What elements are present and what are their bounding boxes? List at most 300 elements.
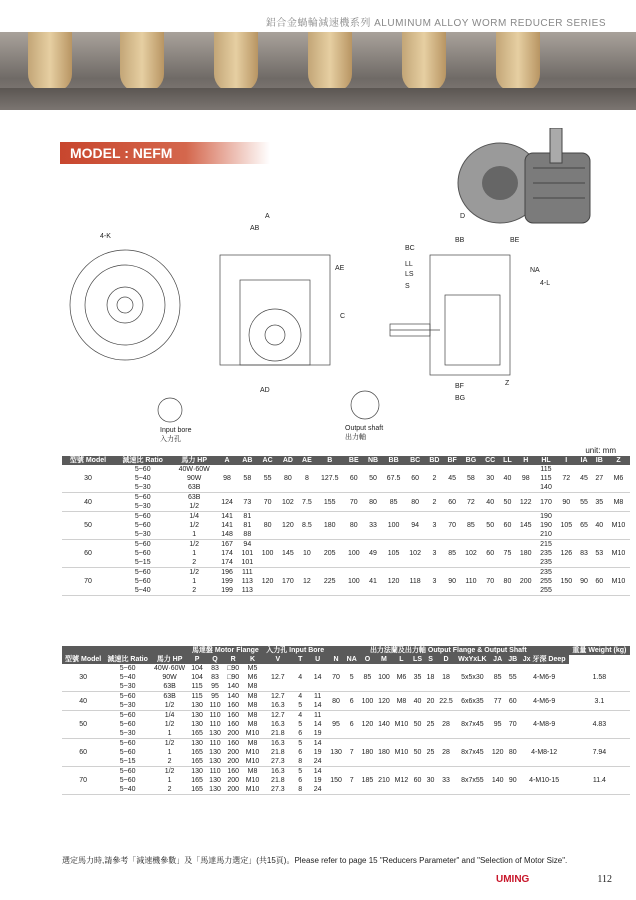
table-cell: 5~60 5~60 5~40 (104, 767, 151, 795)
table-cell: 1/2 1 2 (151, 767, 188, 795)
table-cell: 40 (62, 692, 104, 711)
table-cell: 85 (359, 664, 376, 692)
svg-text:4-K: 4-K (100, 233, 111, 240)
table-cell: 30 (481, 465, 499, 493)
table-cell: 5~60 5~60 5~40 (114, 568, 172, 596)
group-header: 出力法蘭及出力軸 Output Flange & Output Shaft (328, 646, 569, 655)
table-cell: 70 (257, 493, 277, 512)
table-cell: 60 (411, 767, 425, 795)
table-cell: 205 (316, 540, 344, 568)
svg-text:Z: Z (505, 380, 510, 387)
table2-header: Jx 牙深 Deep (520, 655, 569, 664)
table-cell: 100 (257, 540, 277, 568)
table-row (62, 692, 630, 711)
table1-header: AD (278, 456, 298, 465)
table-cell: 98 (516, 465, 536, 493)
group-header: 重量 Weight (kg) (569, 646, 630, 655)
table-cell: 30 (424, 767, 436, 795)
table-cell: 70 (344, 493, 364, 512)
table-cell: 160 160 200 (224, 711, 242, 739)
table-cell: 90 (576, 568, 591, 596)
table-cell: 14 19 24 (307, 739, 327, 767)
table-cell: 2 (425, 465, 443, 493)
table-cell: 70 (481, 568, 499, 596)
table1-header: NB (364, 456, 382, 465)
table-cell: 63B 1/2 (151, 692, 188, 711)
svg-text:D: D (460, 213, 466, 220)
table1-header: H (516, 456, 536, 465)
table-row (62, 568, 630, 596)
table-cell: 70 (62, 568, 114, 596)
table2-header: V (263, 655, 293, 664)
table1-header: IB (592, 456, 607, 465)
svg-text:LS: LS (405, 271, 414, 278)
svg-text:NA: NA (530, 267, 540, 274)
table-cell: 83 83 95 (206, 664, 224, 692)
table-cell: 49 (364, 540, 382, 568)
table-cell: 122 (516, 493, 536, 512)
table-cell: 1/2 1 2 (171, 568, 216, 596)
table-cell: 4 (293, 664, 307, 692)
table-cell: 5 6 8 (293, 739, 307, 767)
table-cell: 140 160 (224, 692, 242, 711)
table-cell: M6 (392, 664, 411, 692)
table-cell: 80 (364, 493, 382, 512)
table-cell: M8 (392, 692, 411, 711)
table-cell: 180 (376, 739, 393, 767)
table-cell: 30 (62, 664, 104, 692)
table-cell: 5~60 5~30 (104, 692, 151, 711)
table-cell: 85 (444, 540, 461, 568)
table-cell: 28 (437, 739, 456, 767)
table-cell: 50 (364, 465, 382, 493)
table-cell: 14 19 24 (307, 767, 327, 795)
table-cell: 6 (344, 692, 359, 711)
table-cell: 111 113 113 (237, 568, 257, 596)
table1-header: BD (425, 456, 443, 465)
svg-text:BC: BC (405, 245, 415, 252)
table-cell: 12.7 16.3 (263, 692, 293, 711)
table-cell: M8 (607, 493, 630, 512)
table2-header: T (293, 655, 307, 664)
table-cell: 160 200 200 (224, 739, 242, 767)
page-header (0, 0, 636, 30)
table-cell: 60 (62, 540, 114, 568)
table-cell: 5x5x30 (455, 664, 489, 692)
table-cell: 2 (425, 493, 443, 512)
table-cell: 18 (437, 664, 456, 692)
table-cell: 40 (411, 692, 425, 711)
svg-text:出力軸: 出力軸 (345, 434, 366, 441)
table2-header: R (224, 655, 242, 664)
table-cell: 80 (344, 512, 364, 540)
table-cell: 126 (556, 540, 576, 568)
svg-text:BE: BE (510, 237, 520, 244)
table-cell: 33 (364, 512, 382, 540)
table-cell: 81 81 88 (237, 512, 257, 540)
table-cell: 53 (592, 540, 607, 568)
table-cell: 130 (328, 739, 345, 767)
svg-text:4-L: 4-L (540, 280, 551, 287)
table-cell: 1/4 1/2 1 (171, 512, 216, 540)
table-cell: 180 (359, 739, 376, 767)
group-header (62, 646, 188, 655)
table2-header: 馬力 HP (151, 655, 188, 664)
table-cell: 105 (556, 512, 576, 540)
table-cell: M8 M8 M10 (242, 711, 262, 739)
table2-header: U (307, 655, 327, 664)
table-row (62, 540, 630, 568)
table-cell: 25 (424, 739, 436, 767)
model-title: MODEL : NEFM (70, 145, 173, 161)
table2-header: L (392, 655, 411, 664)
table1-header: I (556, 456, 576, 465)
table-cell: 185 (359, 767, 376, 795)
svg-text:S: S (405, 283, 410, 290)
table-cell: 10 (298, 540, 316, 568)
table-cell: 11 14 (307, 692, 327, 711)
table-cell: 40 (592, 512, 607, 540)
table-cell: 90 (556, 493, 576, 512)
table-cell: M8 M10 M10 (242, 767, 262, 795)
gear-banner (0, 32, 636, 110)
table-cell: 50 (62, 512, 114, 540)
table-cell: 225 (316, 568, 344, 596)
table1-header: HL (536, 456, 556, 465)
table-cell: 40 (481, 493, 499, 512)
table-cell: 65 (576, 512, 591, 540)
table-cell: 4-M10-15 (520, 767, 569, 795)
table-cell: 130 130 165 (188, 711, 206, 739)
table-cell: 80 (506, 739, 520, 767)
table-cell: □90 □90 140 (224, 664, 242, 692)
table1-header: AB (237, 456, 257, 465)
svg-text:Output shaft: Output shaft (345, 425, 384, 432)
table-cell: 41 (364, 568, 382, 596)
table2-header: WxYxLK (455, 655, 489, 664)
table2-header: M (376, 655, 393, 664)
table-cell: 95 (489, 711, 506, 739)
table-cell: 95 (328, 711, 345, 739)
table-cell: 98 (217, 465, 237, 493)
table-cell: 110 110 130 (206, 711, 224, 739)
table-cell: 55 (257, 465, 277, 493)
table-cell: 120 (257, 568, 277, 596)
table-cell: 120 (489, 739, 506, 767)
svg-text:A: A (265, 213, 270, 220)
table1-header: B (316, 456, 344, 465)
table-cell: 102 (278, 493, 298, 512)
table-cell: 3 (425, 540, 443, 568)
table-cell: 35 (592, 493, 607, 512)
table-cell: 115 130 (188, 692, 206, 711)
table-cell: 7 (344, 739, 359, 767)
table-cell: 16.3 21.8 27.3 (263, 767, 293, 795)
table-cell: 58 (461, 465, 481, 493)
table2-header: NA (344, 655, 359, 664)
table-cell: 8x7x55 (455, 767, 489, 795)
table-cell: M8 M10 M10 (242, 739, 262, 767)
table1-header: BF (444, 456, 461, 465)
table-cell: 8x7x45 (455, 739, 489, 767)
table-cell: 200 (516, 568, 536, 596)
table-cell: 77 (489, 692, 506, 711)
table-cell: 5~60 5~60 5~30 (114, 512, 172, 540)
model-title-bar (60, 142, 270, 164)
group-header: 馬達盤 Motor Flange (188, 646, 263, 655)
footnote: 選定馬力時,請參考「減速機參數」及「馬達馬力選定」(共15頁)。Please refer to page 15 "Reducers Parameter" and "Selection of Motor Size". (62, 856, 568, 865)
table-cell: 95 110 (206, 692, 224, 711)
table-cell: 35 (411, 664, 425, 692)
table-cell: 4.83 (569, 711, 630, 739)
table-row (62, 664, 630, 692)
table-cell: 90 (506, 767, 520, 795)
table-cell: M8 M8 (242, 692, 262, 711)
svg-text:BF: BF (455, 383, 464, 390)
table-cell: 85 (461, 512, 481, 540)
table-cell: 75 (499, 540, 515, 568)
table-cell: 85 (489, 664, 506, 692)
table-cell: 180 (316, 512, 344, 540)
table1-header: CC (481, 456, 499, 465)
table-cell: 70 (506, 711, 520, 739)
table-cell: 145 (278, 540, 298, 568)
table-cell: 90 (444, 568, 461, 596)
table2-header: Q (206, 655, 224, 664)
table1-header: 型號 Model (62, 456, 114, 465)
table-cell: 7.94 (569, 739, 630, 767)
table-cell: 30 (62, 465, 114, 493)
table-cell: 50 (62, 711, 104, 739)
table-cell: M10 (392, 739, 411, 767)
table-cell: 170 (278, 568, 298, 596)
table-cell: 55 (576, 493, 591, 512)
table-cell: 141 141 148 (217, 512, 237, 540)
table-cell: 6 (344, 711, 359, 739)
table-cell: 80 (257, 512, 277, 540)
table-cell: 60 (444, 493, 461, 512)
table-cell: 80 (405, 493, 425, 512)
page-number: 112 (597, 874, 612, 885)
table1-header: Z (607, 456, 630, 465)
table-cell: 60 (592, 568, 607, 596)
table-cell: 130 165 165 (188, 739, 206, 767)
table-cell: 100 (344, 540, 364, 568)
table-cell: 1/2 1 2 (171, 540, 216, 568)
table-cell: 22.5 (437, 692, 456, 711)
table-cell: 3 (425, 568, 443, 596)
svg-text:BG: BG (455, 395, 466, 402)
table2-header: O (359, 655, 376, 664)
table1-header: A (217, 456, 237, 465)
table-cell: 115 115 140 (536, 465, 556, 493)
svg-text:AB: AB (250, 225, 260, 232)
table-cell: 63B 1/2 (171, 493, 216, 512)
brand-logo: UMING (496, 874, 530, 885)
table-cell: 40W·60W 90W 63B (151, 664, 188, 692)
table-cell: 5 6 8 (293, 767, 307, 795)
table-cell: 180 (516, 540, 536, 568)
table-cell: 7.5 (298, 493, 316, 512)
flange-table (62, 646, 630, 795)
table-row (62, 493, 630, 512)
table2-header: K (242, 655, 262, 664)
series-title: 鋁合金蝸輪減速機系列 ALUMINUM ALLOY WORM REDUCER SERIES (265, 18, 606, 29)
table-cell: 70 (328, 664, 345, 692)
table-cell: 60 (481, 540, 499, 568)
table-cell: 196 199 199 (217, 568, 237, 596)
unit-label: unit: mm (585, 446, 616, 455)
svg-text:入力孔: 入力孔 (160, 436, 181, 443)
table-cell: 12.7 16.3 21.8 (263, 711, 293, 739)
table2-header: N (328, 655, 345, 664)
table-cell: 40W·60W 90W 63B (171, 465, 216, 493)
table-cell: 12 (298, 568, 316, 596)
table1-header: BC (405, 456, 425, 465)
table-cell: 150 (556, 568, 576, 596)
table-cell: 130 165 165 (188, 767, 206, 795)
table-cell: 100 (376, 664, 393, 692)
svg-text:AD: AD (260, 387, 270, 394)
table-cell: 50 (499, 493, 515, 512)
table-cell: 28 (437, 711, 456, 739)
table-cell: 50 (411, 711, 425, 739)
table-cell: 16.3 21.8 27.3 (263, 739, 293, 767)
table2-header: P (188, 655, 206, 664)
svg-text:BB: BB (455, 237, 465, 244)
table1-header: IA (576, 456, 591, 465)
table-cell: 25 (424, 711, 436, 739)
table-cell: 210 (376, 767, 393, 795)
table-cell: 4-M6-9 (520, 664, 569, 692)
table-cell: 120 (382, 568, 405, 596)
table-cell: 120 (376, 692, 393, 711)
table-row (62, 739, 630, 767)
table-cell: 12.7 (263, 664, 293, 692)
dimension-drawing (60, 210, 620, 445)
table1-header: BB (382, 456, 405, 465)
table-cell: 40 (499, 465, 515, 493)
table-cell: 20 (424, 692, 436, 711)
table-cell: 120 (278, 512, 298, 540)
table-cell: 80 (328, 692, 345, 711)
table-cell: 235 255 255 (536, 568, 556, 596)
table-cell: 60 (499, 512, 515, 540)
table-row (62, 465, 630, 493)
table-cell: 60 (506, 692, 520, 711)
table-cell: 60 (344, 465, 364, 493)
table-cell: 3.1 (569, 692, 630, 711)
table1-header: AE (298, 456, 316, 465)
table-cell: 140 (376, 711, 393, 739)
table-cell: 80 (499, 568, 515, 596)
svg-text:LL: LL (405, 261, 413, 268)
table-cell: 4 5 6 (293, 711, 307, 739)
table-cell: 104 104 115 (188, 664, 206, 692)
table-cell: 170 (536, 493, 556, 512)
table-cell: 67.5 (382, 465, 405, 493)
table-cell: 45 (444, 465, 461, 493)
table-cell: 110 130 130 (206, 739, 224, 767)
table2-header: D (437, 655, 456, 664)
table1-header: AC (257, 456, 277, 465)
table-cell: 85 (382, 493, 405, 512)
table-cell: 102 (405, 540, 425, 568)
table-cell: 8x7x45 (455, 711, 489, 739)
table-cell: 70 (62, 767, 104, 795)
table-cell: 4-M6-9 (520, 692, 569, 711)
table-cell: 60 (405, 465, 425, 493)
table-cell: 18 (424, 664, 436, 692)
table2-header: LS (411, 655, 425, 664)
table-cell: 118 (405, 568, 425, 596)
table-cell: 140 (489, 767, 506, 795)
table-cell: 4 5 (293, 692, 307, 711)
table-cell: 1.58 (569, 664, 630, 692)
table-cell: 94 (405, 512, 425, 540)
table-cell: 124 (217, 493, 237, 512)
table-cell: 5~60 5~30 (114, 493, 172, 512)
table-row (62, 767, 630, 795)
svg-text:C: C (340, 313, 346, 320)
table-cell: 40 (62, 493, 114, 512)
table2-header: JB (506, 655, 520, 664)
table2-header: JA (489, 655, 506, 664)
table-cell: 8 (298, 465, 316, 493)
table-cell: M5 M6 M8 (242, 664, 262, 692)
table-cell: 55 (506, 664, 520, 692)
table-row (62, 711, 630, 739)
table1-header: BE (344, 456, 364, 465)
table-cell: 3 (425, 512, 443, 540)
table2-header: 減速比 Ratio (104, 655, 151, 664)
dimension-table (62, 456, 630, 596)
table2-header: S (424, 655, 436, 664)
table-cell: 27 (592, 465, 607, 493)
table-cell: 83 (576, 540, 591, 568)
table-cell: 72 (461, 493, 481, 512)
table-cell: 215 235 235 (536, 540, 556, 568)
group-header: 入力孔 Input Bore (263, 646, 328, 655)
table-cell: 5~60 5~40 5~30 (114, 465, 172, 493)
table-cell: 160 200 200 (224, 767, 242, 795)
table-cell: 120 (359, 711, 376, 739)
table-cell: 73 (237, 493, 257, 512)
table-cell: 33 (437, 767, 456, 795)
table-cell: 70 (444, 512, 461, 540)
table-cell: 127.5 (316, 465, 344, 493)
table-cell: 45 (576, 465, 591, 493)
table-cell: 80 (278, 465, 298, 493)
table-cell: 1/2 1 2 (151, 739, 188, 767)
table-cell: 5 (344, 664, 359, 692)
table-cell: 6x6x35 (455, 692, 489, 711)
table-cell: M12 (392, 767, 411, 795)
table-cell: 5~60 5~40 5~30 (104, 664, 151, 692)
table-cell: 4-M8-9 (520, 711, 569, 739)
table-cell: 110 (461, 568, 481, 596)
table1-header: LL (499, 456, 515, 465)
table-cell: M10 (607, 568, 630, 596)
table-cell: 5~60 5~60 5~15 (114, 540, 172, 568)
table-cell: 190 190 210 (536, 512, 556, 540)
table-cell: 100 (344, 568, 364, 596)
table-cell: 150 (328, 767, 345, 795)
table-cell: 8.5 (298, 512, 316, 540)
svg-text:Input bore: Input bore (160, 427, 192, 434)
table-cell: 14 (307, 664, 327, 692)
table-cell: 110 130 130 (206, 767, 224, 795)
